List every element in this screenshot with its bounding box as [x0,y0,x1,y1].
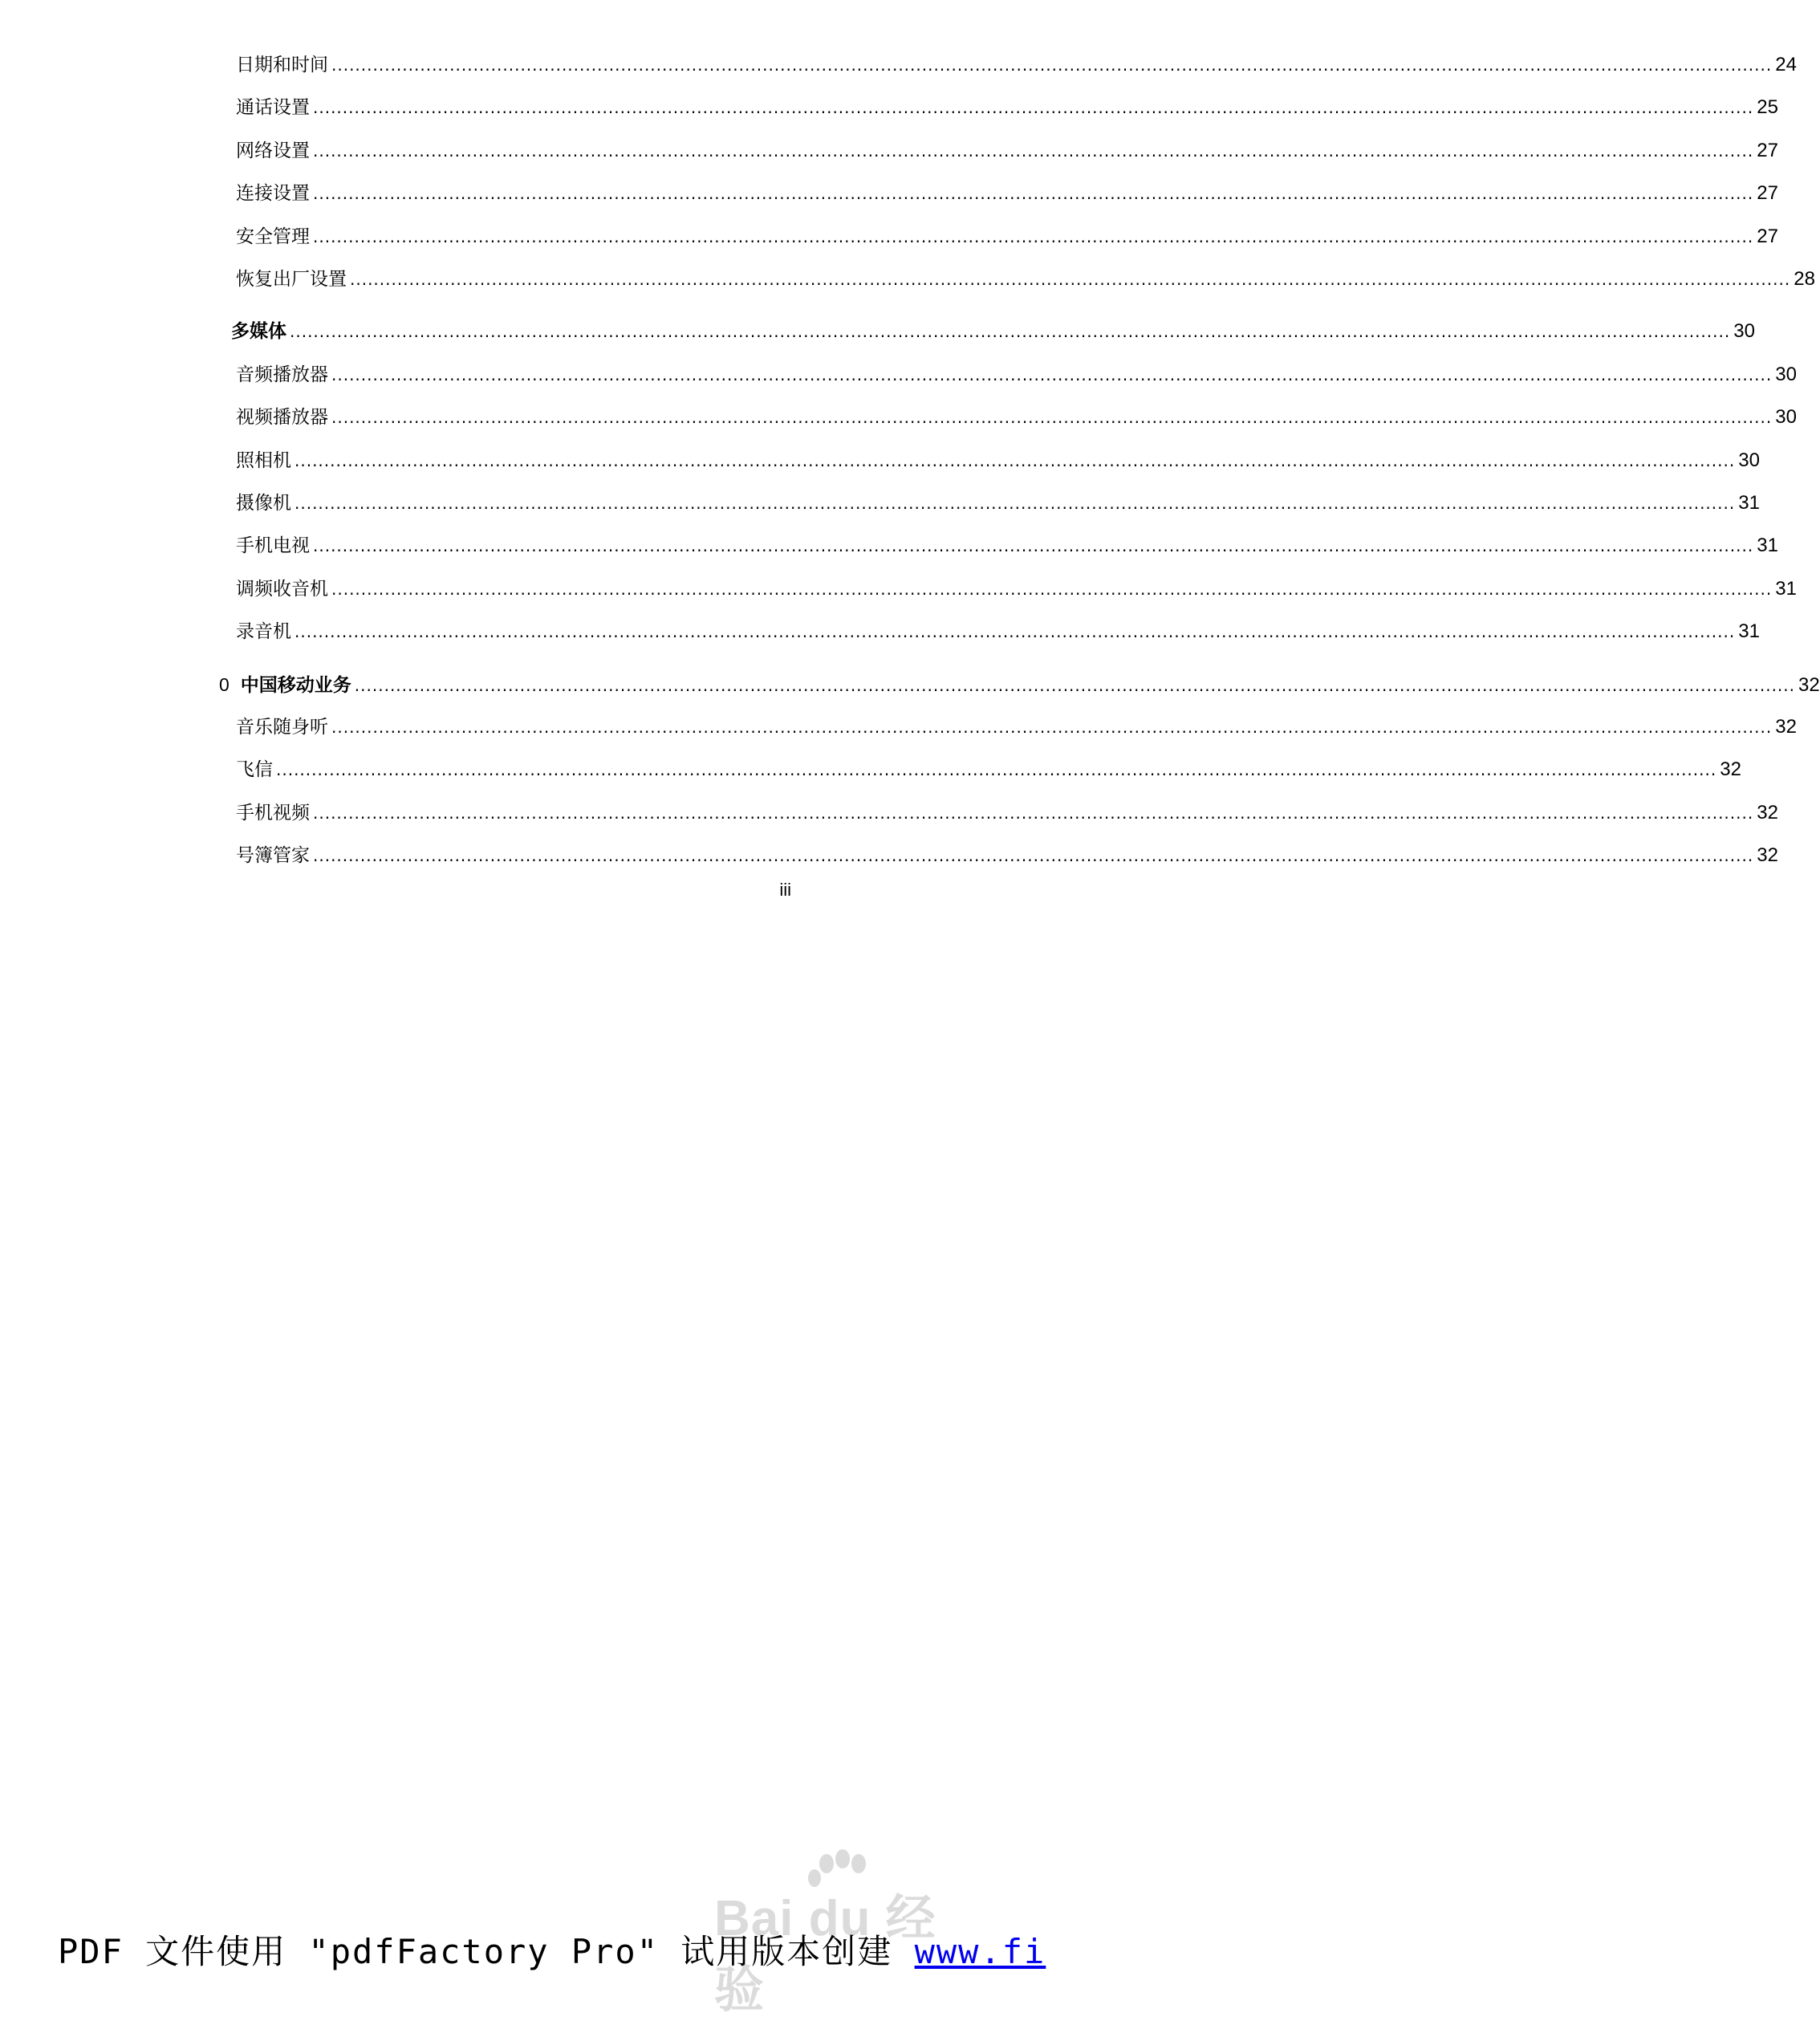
toc-chapter-entry[interactable] [219,673,1820,697]
toc-entry-label: 手机视频 [236,803,310,823]
toc-entry-page: 32 [1798,674,1820,696]
toc-entry-label: 照相机 [236,450,291,471]
toc-section-label: 多媒体 [231,321,286,342]
toc-leader-dots [331,53,1772,77]
toc-entry-page: 31 [1775,578,1797,600]
footer-text: PDF 文件使用 "pdfFactory Pro" 试用版本创建 [58,1932,915,1971]
toc-chapter-title: 中国移动业务 [240,675,351,696]
toc-entry[interactable] [236,405,1797,429]
toc-entry[interactable] [236,577,1797,601]
toc-entry[interactable] [236,758,1741,782]
toc-entry[interactable] [236,181,1778,205]
toc-leader-dots [295,620,1735,644]
toc-entry[interactable] [236,139,1778,163]
toc-entry-label: 手机电视 [236,535,310,556]
toc-entry-label: 调频收音机 [236,579,328,600]
toc-leader-dots [313,139,1753,163]
toc-leader-dots [295,449,1735,473]
toc-leader-dots [276,758,1716,782]
toc-entry-label: 录音机 [236,621,291,642]
toc-leader-dots [331,363,1772,387]
toc-entry[interactable] [236,534,1778,558]
toc-leader-dots [331,577,1772,601]
watermark-text: Bai du 经验 [714,1891,936,2018]
toc-entry-label: 通话设置 [236,97,310,118]
toc-entry-label: 恢复出厂设置 [236,269,347,290]
toc-entry-label: 音乐随身听 [236,717,328,738]
toc-entry[interactable] [236,96,1778,120]
toc-entry-page: 30 [1738,449,1760,471]
page-number: iii [779,880,791,900]
toc-entry-page: 32 [1757,844,1778,866]
toc-leader-dots [313,844,1753,868]
toc-entry[interactable] [236,225,1778,249]
toc-entry-page: 30 [1775,364,1797,385]
toc-entry-page: 32 [1757,802,1778,823]
toc-leader-dots [313,534,1753,558]
toc-leader-dots [295,491,1735,515]
toc-entry-page: 31 [1757,535,1778,556]
toc-entry-page: 31 [1738,620,1760,642]
toc-entry[interactable] [236,491,1760,515]
toc-entry-page: 25 [1757,96,1778,118]
toc-entry-label: 音频播放器 [236,364,328,385]
toc-entry-label: 连接设置 [236,183,310,204]
toc-entry-label: 飞信 [236,759,273,780]
toc-entry[interactable] [236,449,1760,473]
toc-entry[interactable] [236,267,1815,291]
pdf-footer [58,1930,1046,1974]
footer-link[interactable]: www.fi [914,1932,1046,1971]
toc-entry-label: 日期和时间 [236,55,328,75]
toc-leader-dots [313,181,1753,205]
toc-leader-dots [290,319,1730,344]
toc-entry[interactable] [236,715,1797,739]
toc-entry[interactable] [236,844,1778,868]
toc-entry-label: 摄像机 [236,493,291,514]
toc-entry-label: 安全管理 [236,226,310,247]
toc-leader-dots [350,267,1790,291]
toc-entry-page: 28 [1794,268,1815,290]
toc-entry-label: 网络设置 [236,140,310,161]
toc-entry-page: 27 [1757,182,1778,204]
toc-leader-dots [331,715,1772,739]
toc-entry-label: 视频播放器 [236,407,328,428]
toc-leader-dots [331,405,1772,429]
toc-leader-dots [313,225,1753,249]
toc-entry[interactable] [236,363,1797,387]
toc-entry-page: 32 [1775,716,1797,738]
toc-entry-page: 32 [1720,758,1741,780]
toc-entry-page: 30 [1733,320,1755,342]
toc-entry[interactable] [236,620,1760,644]
toc-chapter-number: 0 [219,674,230,695]
toc-entry[interactable] [236,53,1797,77]
toc-leader-dots [313,801,1753,825]
toc-entry-page: 30 [1775,406,1797,428]
toc-entry-page: 24 [1775,54,1797,75]
toc-entry-page: 27 [1757,226,1778,247]
toc-entry-page: 31 [1738,492,1760,514]
toc-entry-label: 号簿管家 [236,845,310,866]
toc-section-entry[interactable] [231,319,1755,344]
toc-entry-page: 27 [1757,140,1778,161]
toc-leader-dots [313,96,1753,120]
toc-chapter-label [219,673,355,697]
toc-leader-dots [355,673,1795,697]
baidu-jingyan-watermark [706,1846,947,2018]
toc-entry[interactable] [236,801,1778,825]
